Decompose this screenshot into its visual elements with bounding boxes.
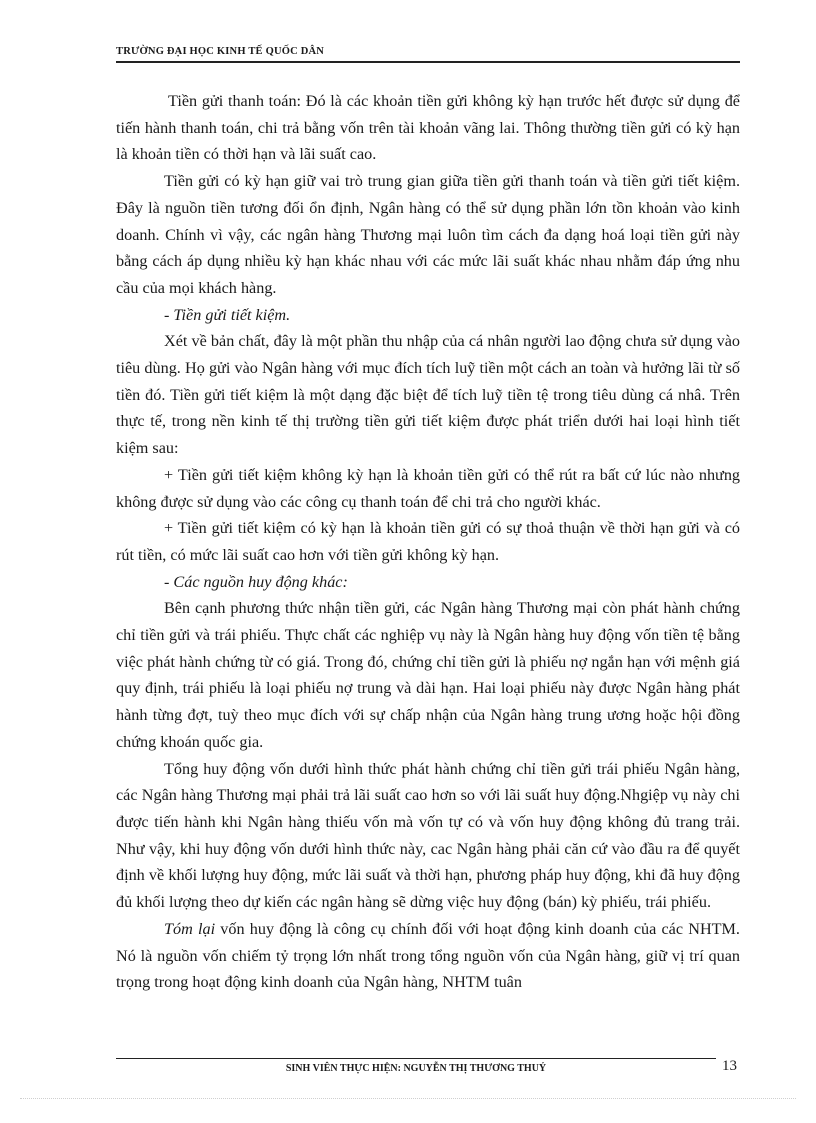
page-header (116, 46, 740, 63)
body-text (116, 88, 740, 996)
paragraph-certificates-bonds: Bên cạnh phương thức nhận tiền gửi, các Ngân hàng Thương mại còn phát hành chứng chỉ tiền gửi và trái phiếu. Thực chất các nghiệp vụ này là Ngân hàng huy động vốn tiền tệ bằng việc phát hành chứng từ có giá. Trong đó, chứng chỉ tiền gửi là phiếu nợ ngắn hạn với mệnh giá quy định, trái phiếu là loại phiếu nợ trung và dài hạn. Hai loại phiếu này được Ngân hàng phát hành từng đợt, tuỳ theo mục đích với sự chấp nhận của Ngân hàng trung ương hoặc hội đồng chứng khoán quốc gia. (116, 599, 740, 751)
paragraph-term-savings: + Tiền gửi tiết kiệm có kỳ hạn là khoản tiền gửi có sự thoả thuận về thời hạn gửi và có rút tiền, có mức lãi suất cao hơn với tiền gửi không kỳ hạn. (116, 519, 740, 564)
page-footer (116, 1058, 716, 1074)
paragraph-savings-nature: Xét về bản chất, đây là một phần thu nhập của cá nhân người lao động chưa sử dụng vào tiêu dùng. Họ gửi vào Ngân hàng với mục đích tích luỹ tiền một cách an toàn và hưởng lãi từ số tiền đó. Tiền gửi tiết kiệm là một dạng đặc biệt để tích luỹ tiền tệ trong tiêu dùng cá nhâ. Trên thực tế, trong nền kinh tế thị trường tiền gửi tiết kiệm được phát triển dưới hai loại hình tiết kiệm sau: (116, 332, 740, 458)
page-number: 13 (722, 1058, 737, 1074)
summary-lead: Tóm lại (164, 919, 216, 938)
heading-savings-deposits: - Tiền gửi tiết kiệm. (164, 305, 291, 324)
author-line: SINH VIÊN THỰC HIỆN: NGUYỄN THỊ THƯƠNG THUỶ (285, 1063, 547, 1074)
paragraph-payment-deposits: Tiền gửi thanh toán: Đó là các khoản tiền gửi không kỳ hạn trước hết được sử dụng để tiến hành thanh toán, chi trả bằng vốn trên tài khoản vãng lai. Thông thường tiền gửi có kỳ hạn là khoản tiền có thời hạn và lãi suất cao. (116, 92, 740, 164)
paragraph-non-term-savings: + Tiền gửi tiết kiệm không kỳ hạn là khoản tiền gửi có thể rút ra bất cứ lúc nào nhưng không được sử dụng vào các công cụ thanh toán để chi trả cho người khác. (116, 465, 740, 511)
page-edge-divider (20, 1098, 796, 1099)
summary-text: vốn huy động là công cụ chính đối với hoạt động kinh doanh của các NHTM. Nó là nguồn vốn chiếm tỷ trọng lớn nhất trong tổng nguồn vốn của Ngân hàng, giữ vị trí quan trọng trong hoạt động kinh doanh của Ngân hàng, NHTM tuân (116, 919, 740, 992)
heading-other-sources: - Các nguồn huy động khác: (164, 572, 348, 591)
paragraph-term-deposits: Tiền gửi có kỳ hạn giữ vai trò trung gian giữa tiền gửi thanh toán và tiền gửi tiết kiệm. Đây là nguồn tiền tương đối ổn định, Ngân hàng có thể sử dụng phần lớn tồn khoản vào kinh doanh. Chính vì vậy, các ngân hàng Thương mại luôn tìm cách đa dạng hoá loại tiền gửi này bằng cách áp dụng nhiều kỳ hạn khác nhau với các mức lãi suất khác nhau nhằm đáp ứng nhu cầu của mọi khách hàng. (116, 172, 740, 297)
university-name: TRƯỜNG ĐẠI HỌC KINH TẾ QUỐC DÂN (116, 46, 325, 57)
paragraph-bond-issuance: Tổng huy động vốn dưới hình thức phát hành chứng chỉ tiền gửi trái phiếu Ngân hàng, các Ngân hàng Thương mại phải trả lãi suất cao hơn so với lãi suất huy động.Nhgiệp vụ này chi được tiến hành khi Ngân hàng thiếu vốn mà vốn tự có và vốn huy động không đủ trang trải. Như vậy, khi huy động vốn dưới hình thức này, cac Ngân hàng phải căn cứ vào đầu ra để quyết định về khối lượng huy động, mức lãi suất và thời hạn, phương pháp huy động, khi đã huy động đủ khối lượng theo dự kiến các ngân hàng sẽ dừng việc huy động (bán) kỳ phiếu, trái phiếu. (116, 759, 740, 912)
paragraph-summary (116, 916, 740, 996)
